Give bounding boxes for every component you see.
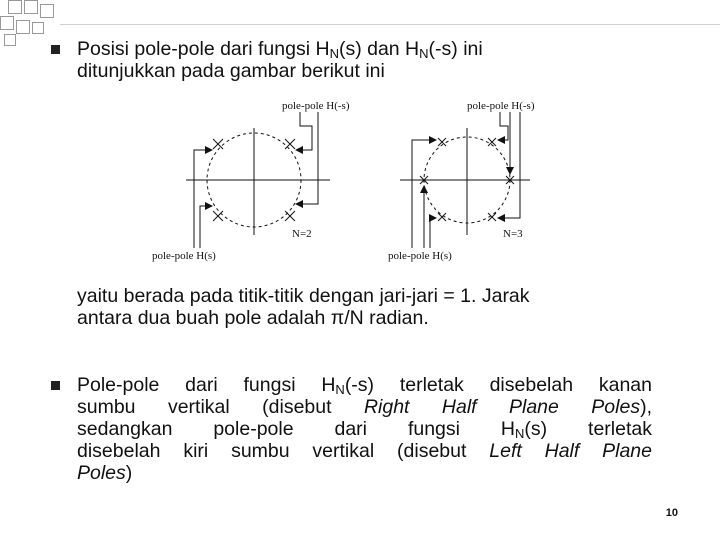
text-run: sumbu vertikal (disebut <box>77 396 364 418</box>
text-line <box>77 374 652 396</box>
text-run: (-s) terletak disebelah kanan <box>344 374 652 396</box>
text-line <box>77 418 652 440</box>
text-line <box>77 462 652 484</box>
text-run-italic: Right Half Plane Poles <box>363 396 641 418</box>
radius-explanation <box>77 285 530 329</box>
pole-marker <box>285 211 295 221</box>
subscript-n: N <box>514 426 525 441</box>
text-line <box>77 440 652 462</box>
text-run: (s) terletak <box>524 418 652 440</box>
text-run: antara dua buah pole adalah <box>77 307 331 329</box>
leader-line <box>498 112 520 218</box>
leader-line <box>430 218 436 248</box>
text-run-italic: Left Half Plane <box>489 440 652 462</box>
text-run: yaitu berada pada titik-titik dengan jari-jari = 1. Jarak <box>77 285 530 307</box>
label-left-bottom: pole-pole H(s) <box>152 250 216 262</box>
leader-line <box>200 206 212 248</box>
page-number: 10 <box>665 507 678 519</box>
subscript-n: N <box>335 382 345 397</box>
text-run-italic: Poles <box>77 462 126 484</box>
leader-line <box>296 112 312 150</box>
label-right-bottom: pole-pole H(s) <box>388 250 452 262</box>
subscript-n: N <box>329 46 339 61</box>
bullet-marker <box>51 381 60 390</box>
text-run: Posisi pole-pole dari fungsi H <box>77 38 330 60</box>
text-run: ditunjukkan pada gambar berikut ini <box>77 60 385 82</box>
label-left-top: pole-pole H(-s) <box>282 100 350 112</box>
text-run: (-s) ini <box>428 38 483 60</box>
pole-marker <box>213 211 223 221</box>
text-run: ) <box>125 462 133 484</box>
text-run: sedangkan pole-pole dari fungsi H <box>77 418 515 440</box>
label-left-n: N=2 <box>292 228 312 240</box>
leader-line <box>498 112 508 140</box>
text-run: Pole-pole dari fungsi H <box>77 374 336 396</box>
bullet-2-text <box>77 374 652 484</box>
pole-marker <box>213 139 223 149</box>
pole-marker <box>285 139 295 149</box>
label-right-n: N=3 <box>503 228 523 240</box>
text-run: disebelah kiri sumbu vertikal (disebut <box>77 440 490 462</box>
text-run: /N radian. <box>344 307 429 329</box>
text-line <box>77 396 652 418</box>
text-run: (s) dan H <box>338 38 420 60</box>
pi-symbol: π <box>330 307 345 329</box>
label-right-top: pole-pole H(-s) <box>467 100 535 112</box>
text-run: ), <box>640 396 653 418</box>
subscript-n: N <box>419 46 429 61</box>
